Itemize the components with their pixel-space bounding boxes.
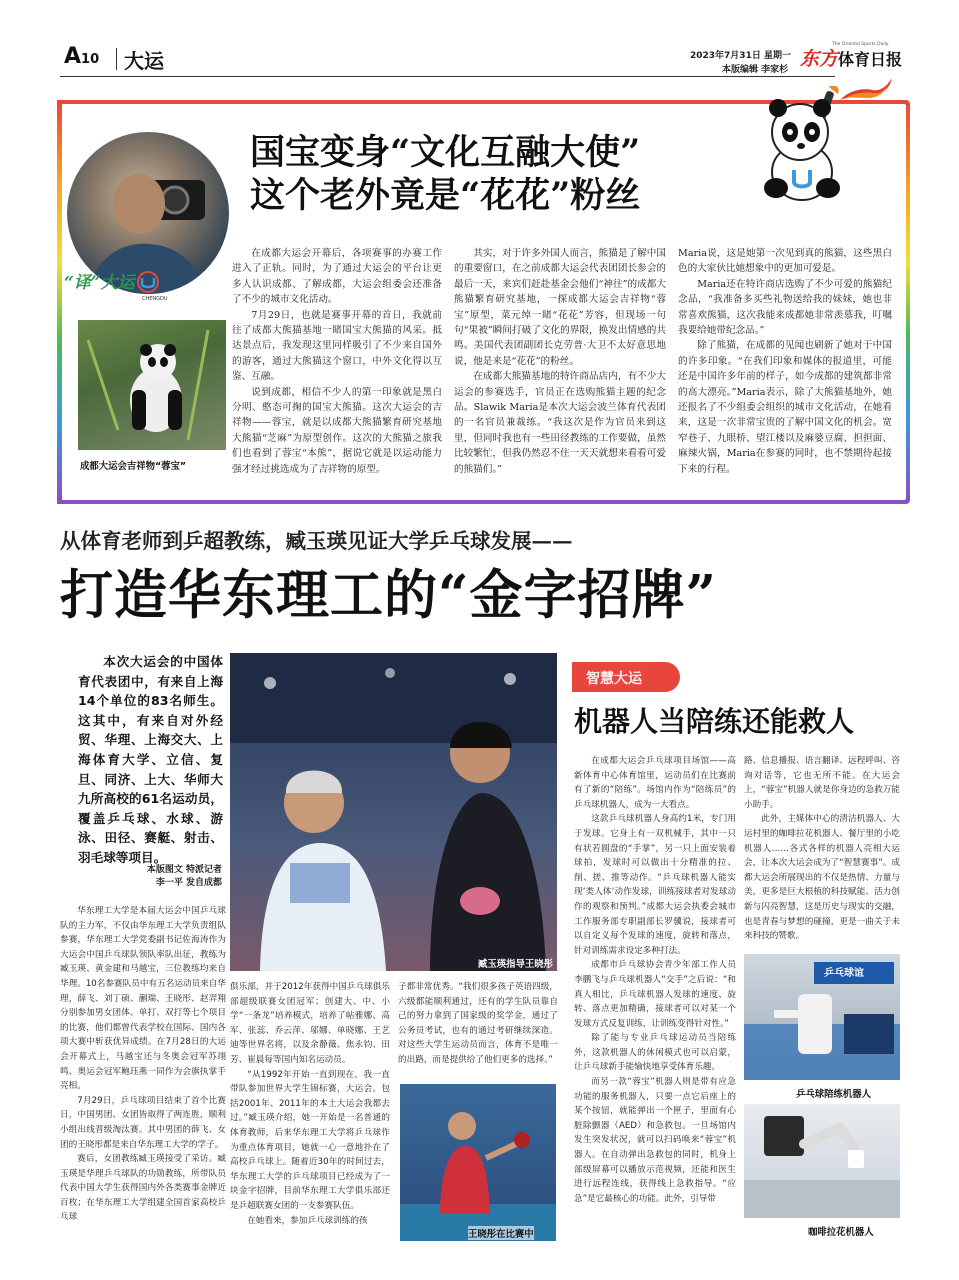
paragraph: 此外，主媒体中心的清洁机器人、大运村里的咖啡拉花机器人、餐厅里的小吃机器人……各式各样的机器人亮相大运会，让本次大运会成为了“智慧赛事”。成都大运会所展现出的不仅是热情、力量与美，更多是巨大根植的科技赋能、活力创新与闪亮智慧，这是历史与现实的交融，也是青春与梦想的碰撞，更是一曲关于未来科技的赞歌。 [744, 814, 900, 942]
paragraph: 其实，对于许多外国人而言，熊猫是了解中国的重要窗口，在之前成都大运会代表团团长参会的最后一天，来宾们赶赴基金会他们“神往”的成都大熊猫繁育研究基地，一探成都大运会吉祥物“蓉宝”原型，菜元绰一睹“花花”芳容，但现场一句句“果被”瞬间打破了文化的界限，换发出情感的共鸣。美国代表团副团长克劳普·大卫不太好意思地说，他是来是“花花”的粉丝。 [454, 248, 666, 367]
header-rule [60, 76, 835, 77]
badge-sub: CHENGDU [142, 296, 168, 302]
paper-english: The Oriental Sports Daily [832, 42, 889, 47]
top-headline-line1: 国宝变身“文化互融大使” [250, 132, 641, 173]
page-editor: 本版编辑 李家杉 [722, 65, 789, 75]
main-headline: 打造华东理工的“金字招牌” [60, 564, 717, 626]
page-num: 10 [81, 52, 100, 67]
mascot-caption: 成都大运会吉祥物“蓉宝” [80, 461, 187, 472]
paragraph: 路、信息播报、语言翻译、远程呼叫、咨询对话等，它也无所不能。在大运会上，“蓉宝”机器人就是你身边的急救万能小助手。 [744, 756, 900, 810]
top-story-col-1 [232, 246, 442, 486]
paragraph: 在她看来，参加乒乓球训练的孩 [247, 1215, 368, 1226]
paragraph: 华东理工大学是本届大运会中国乒乓球队的主力军，不仅由华东理工大学负责组队参赛，华东理工大学党委副书记佐海涛作为大运会中国乒乓球队领队率队出征，教练为臧玉瑛、黄金建和马越宝，三位教练均来自华理。10名参赛队员中有五名运动员来自华理，薛飞、刘丁硕、蒯瑞、王晓彤、赵羿翔分别参加男女团体、单打、双打等七个项目的比赛，他们都曾代表学校在国际、国内各项大赛中斩获优异成绩。在7月28日的大运会开幕式上，马越宝还与冬奥会冠军苏翊鸣、奥运会冠军鲍珏燕一同作为会旗执掌手亮相。 [60, 906, 226, 1092]
robot-col-2 [744, 754, 900, 946]
robot-caption-2: 咖啡拉花机器人 [808, 1227, 874, 1238]
player-icon [400, 1084, 556, 1241]
paragraph: “从1992年开始一直到现在，我一直带队参加世界大学生锦标赛，大运会。包括2001年、2011年的本土大运会我都去过。”臧玉瑛介绍，她一开始是一名普通的体育教师，后来华东理工大学将乒乓球作为重点体育项目，她就一心一意地扑在了高校乒乓球上。随着近30年的时间过去，华东理工大学的乒乓球项目已经成为了一块金字招牌，目前华东理工大学俱乐部还是乒超联赛女团的一支参赛队伍。 [230, 1069, 390, 1211]
universiade-logo-icon [136, 270, 160, 294]
robot-sign: 乒乓球谊 [824, 968, 864, 979]
ping-pong-robot-icon [744, 954, 900, 1080]
byline-line1: 本版图文 特派记者 [146, 865, 222, 875]
top-story-col-2 [454, 246, 666, 486]
main-story-col-2 [230, 980, 390, 1242]
frame-left-accent [57, 100, 62, 504]
issue-date: 2023年7月31日 星期一 [690, 51, 791, 61]
paragraph: 俱乐部，并于2012年获得中国乒乓球俱乐部超级联赛女团冠军；创建大、中、小学“一条龙”培养模式，培养了帖雅娜、高军、张蕊、乔云萍、邬娜、单晓娜、王艺迪等世界名将，以及余静薇、焦永钧、田芳、崔晨每等国内知名运动员。 [230, 982, 390, 1065]
page-prefix: A [64, 44, 82, 69]
small-photo-caption: 王晓彤在比赛中 [468, 1226, 534, 1240]
paper-name: 体育日报 [838, 50, 903, 69]
robot-caption-1: 乒乓球陪练机器人 [796, 1089, 872, 1100]
paper-brand: 东方 [800, 48, 839, 70]
paragraph: 在成都大运会乒乓球项目场馆——高新体育中心体育馆里，运动员们在比赛前有了新的“陪练”。场馆内作为“陪练员”的乒乓球机器人，成为一大看点。 [574, 756, 736, 810]
robot-col-1 [574, 754, 736, 1244]
paragraph: 除了熊猫，在成都的见闻也刷新了她对于中国的许多印象。“在我们印象和媒体的报道里，可能还是中国许多年前的样子，如今成都的建筑都非常的高大漂亮。”Maria表示，除了大熊猫基地外，她还报名了不少组委会组织的城市文化活动，在她看来，这是一次非常宝贵的了解中国文化的机会。宽窄巷子、九眼桥、望江楼以及麻婆豆腐、担担面、麻辣火锅，Maria在参赛的同时，也不禁期待起接下来的行程。 [678, 340, 892, 475]
page-number [64, 44, 99, 69]
main-story-col-1 [60, 904, 226, 1240]
paragraph: 子都非常优秀。“我们很多孩子英语四级，六级都能顺利通过，还有的学生队员靠自己的努力拿到了国家级的奖学金，通过了公务员考试，也有的通过考研继续深造。对这些大学生运动员而言，体育不是唯一的出路，而是提供给了他们更多的选择。” [398, 982, 558, 1065]
paper-logo [800, 44, 902, 71]
paragraph: 除了能与专业乒乓球运动员当陪练外，这款机器人的休闲模式也可以启蒙，让乒乓球新手能愉快地享受体育乐趣。 [574, 1033, 736, 1073]
paragraph: 在成都大运会开幕后，各项赛事的办赛工作进入了正轨。同时，为了通过大运会的平台让更多人认识成都、了解成都，大运会组委会还准备了不少的城市文化活动。 [232, 248, 442, 306]
robot-tag [572, 662, 680, 692]
paragraph: 而另一款“蓉宝”机器人则是带有应急功能的服务机器人，只要一点它后座上的某个按钮，就能弹出一个匣子，里面有心脏除颤器（AED）和急救包。一旦场馆内发生突发状况，就可以扫码唤来“蓉宝”机器人。在自动弹出急救包的同时，机身上部级屏幕可以播放示范视频，还能和医生进行远程连线，获得线上急救指导。“应急”是它最核心的功能。此外，引导带 [574, 1077, 736, 1204]
top-story-col-3 [678, 246, 892, 486]
byline [110, 862, 222, 888]
paragraph: Maria说，这是她第一次见到真的熊猫，这些黑白色的大家伙比她想象中的更加可爱是。 [678, 248, 892, 275]
main-photo-caption: 臧玉瑛指导王晓彤 [478, 959, 554, 970]
panda-icon [78, 320, 226, 450]
paragraph: 7月29日，乒乓球项目结束了首个比赛日，中国男团、女团皆取得了两连胜，顺利小组出线晋级淘汰赛。其中男团的薛飞、女团的王晓彤都是来自华东理工大学的学子。 [60, 1095, 226, 1150]
small-photo [400, 1084, 556, 1241]
top-headline-line2: 这个老外竟是“花花”粉丝 [250, 175, 641, 216]
page-header [0, 0, 959, 92]
section-name: 大运 [124, 49, 164, 73]
byline-line2: 李一平 发自成都 [155, 878, 222, 888]
main-photo [230, 653, 557, 971]
coffee-robot-icon [744, 1104, 900, 1218]
coach-and-player-icon [230, 653, 557, 971]
paragraph: Maria还在特许商店选购了不少可爱的熊猫纪念品，“我准备多买些礼物送给我的妹妹，她也非常喜欢熊猫，这次我能来成都她非常羡慕我，叮嘱我要给她带纪念品。” [678, 278, 892, 337]
robot-tag-text: 智慧大运 [586, 671, 642, 687]
main-kicker: 从体育老师到乒超教练，臧玉瑛见证大学乒乓球发展—— [60, 529, 573, 553]
top-headline [250, 132, 640, 218]
paragraph: 7月29日，也就是赛事开幕的首日，我就前往了成都大熊猫基地一睹国宝大熊猫的风采。抵达景点后，我发现这里同样吸引了不少来自国外的游客，通过大熊猫这个窗口，中外文化得以互鉴、互融。 [232, 309, 442, 383]
paragraph: 在成都大熊猫基地的特许商品店内，有不少大运会的参赛选手，官员正在选购熊猫主题的纪念品。Slawik Maria是本次大运会波兰体育代表团的一名官员兼裁练。“我这次是作为官员来到这里，但同时我也有一些田径教练的工作要做，虽然比较繁忙，但我仍然忍不住一天天就想来看看可爱的熊猫们。” [454, 371, 666, 475]
mascot-photo [78, 320, 226, 450]
paragraph: 这款乒乓球机器人身高约1米，专门用于发球。它身上有一双机械手，其中一只有状若圆盘的“手掌”，另一只上面安装着球拍，发球时可以做出十分精准的拉、削、搓、推等动作。“乒乓球机器人能实现‘类人体’动作发球，训练接球者对发球动作的观察和预判。”成都大运会执委会城市工作服务部专职副部长罗骥说，接球者可以自定义每个发球的速度，旋转和落点，针对训练需求设定多种打法。 [574, 814, 736, 956]
paragraph: 赛后，女团教练臧玉瑛接受了采访。臧玉瑛是华理乒乓球队的功勋教练，所带队员代表中国大学生获得国内外各类赛事金牌近百枚；在华东理工大学组建全国首家高校乒乓球 [60, 1154, 226, 1223]
main-story-col-3 [398, 980, 558, 1076]
main-lead: 本次大运会的中国体育代表团中，有来自上海14个单位的83名师生。这其中，有来自对外经贸、华理、上海交大、上海体育大学、立信、复旦、同济、上大、华师大九所高校的61名运动员，覆盖乒乓球、水球、游泳、田径、赛艇、射击、羽毛球等项目。 [78, 654, 223, 865]
paragraph: 说到成都，相信不少人的第一印象就是黑白分明、憨态可掬的国宝大熊猫。这次大运会的吉祥物——蓉宝，就是以成都大熊猫繁育研究基地大熊猫“芝麻”为原型创作。这次的大熊猫之旅我们也看到了蓉宝“本熊”，据说它就是以运动能力强才经过挑选成为了吉祥物的原型。 [232, 386, 442, 475]
robot-photo-2 [744, 1104, 900, 1218]
header-divider [116, 48, 117, 70]
robot-headline: 机器人当陪练还能救人 [574, 705, 855, 738]
rongbao-mascot-icon [756, 86, 866, 206]
robot-photo-1 [744, 954, 900, 1080]
badge-text: “译”大运 [64, 273, 135, 293]
paragraph: 成都市乒乓球协会青少年部工作人员李鹏飞与乒乓球机器人“交手”之后说：“和真人相比，乒乓球机器人发球的速度、旋转、落点更加精确，接球者可以对某一个发球方式反复训练，让训练变得针对性。” [574, 960, 736, 1029]
